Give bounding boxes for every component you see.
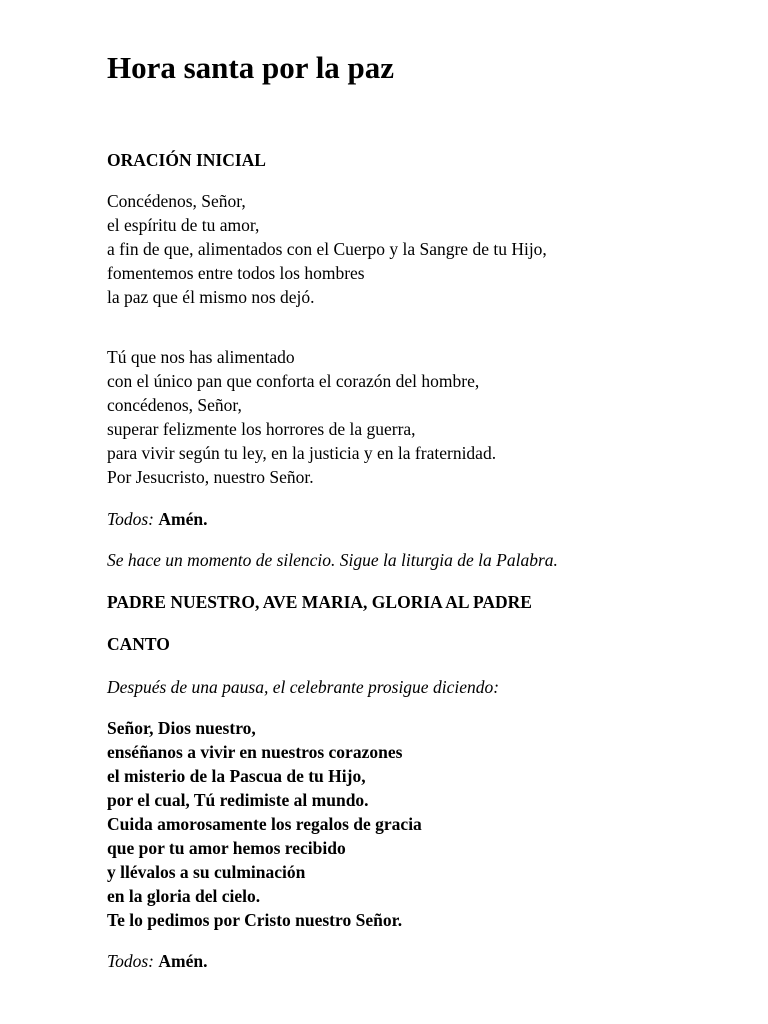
rubric-pause: Después de una pausa, el celebrante prosigue diciendo: (107, 677, 500, 697)
opening-prayer-heading: ORACIÓN INICIAL (107, 150, 266, 170)
document-title: Hora santa por la paz (107, 50, 395, 85)
prayer-line: que por tu amor hemos recibido (107, 838, 346, 858)
opening-prayer-stanza-1 (107, 189, 547, 309)
prayer-line: enséñanos a vivir en nuestros corazones (107, 742, 403, 762)
response-word: Amén. (158, 951, 208, 971)
prayer-line: Señor, Dios nuestro, (107, 718, 256, 738)
prayer-line: Cuida amorosamente los regalos de gracia (107, 814, 422, 834)
prayer-line: y llévalos a su culminación (107, 862, 306, 882)
response-label: Todos: (107, 509, 155, 529)
response-amen-1 (107, 507, 207, 531)
prayer-line: con el único pan que conforta el corazón del hombre, (107, 371, 480, 391)
prayer-line: el espíritu de tu amor, (107, 215, 260, 235)
response-amen-2 (107, 949, 207, 973)
prayer-line: concédenos, Señor, (107, 395, 242, 415)
response-label: Todos: (107, 951, 155, 971)
prayers-heading: PADRE NUESTRO, AVE MARIA, GLORIA AL PADRE (107, 592, 532, 612)
prayer-line: la paz que él mismo nos dejó. (107, 287, 315, 307)
prayer-line: para vivir según tu ley, en la justicia y en la fraternidad. (107, 443, 497, 463)
prayer-line: Te lo pedimos por Cristo nuestro Señor. (107, 910, 403, 930)
opening-prayer-stanza-2 (107, 345, 496, 489)
closing-prayer (107, 716, 422, 932)
prayer-line: Por Jesucristo, nuestro Señor. (107, 467, 314, 487)
prayer-line: superar felizmente los horrores de la guerra, (107, 419, 416, 439)
prayer-line: el misterio de la Pascua de tu Hijo, (107, 766, 366, 786)
rubric-silence: Se hace un momento de silencio. Sigue la liturgia de la Palabra. (107, 550, 558, 570)
prayer-line: Concédenos, Señor, (107, 191, 246, 211)
prayer-line: Tú que nos has alimentado (107, 347, 295, 367)
prayer-line: en la gloria del cielo. (107, 886, 261, 906)
prayer-line: por el cual, Tú redimiste al mundo. (107, 790, 369, 810)
song-heading: CANTO (107, 634, 170, 654)
prayer-line: fomentemos entre todos los hombres (107, 263, 365, 283)
response-word: Amén. (158, 509, 208, 529)
prayer-line: a fin de que, alimentados con el Cuerpo y la Sangre de tu Hijo, (107, 239, 547, 259)
